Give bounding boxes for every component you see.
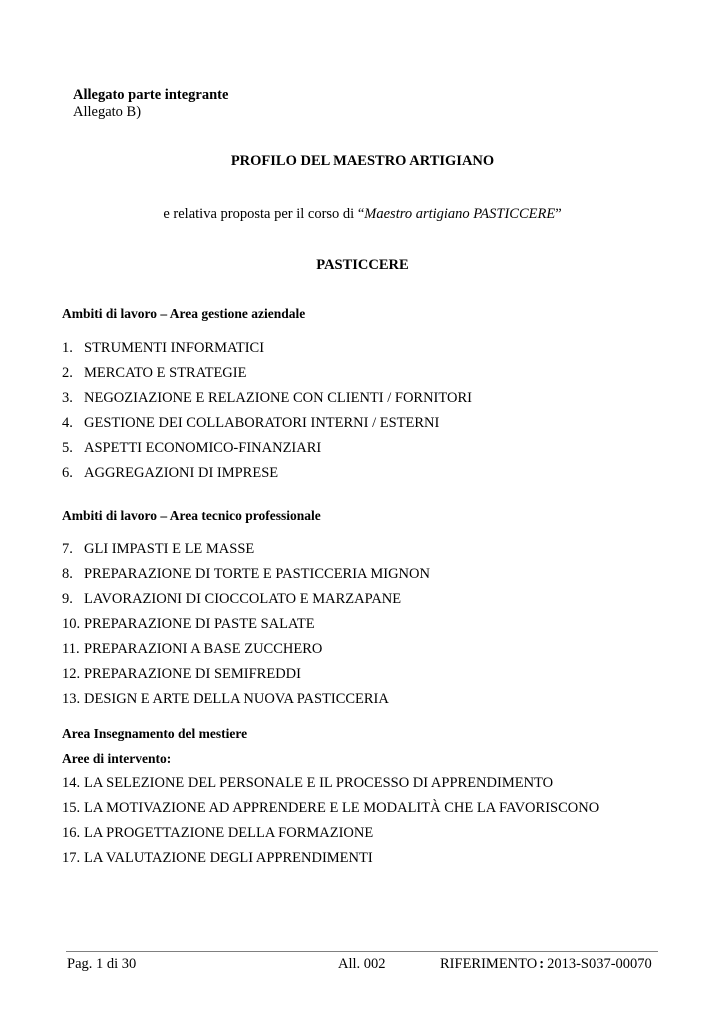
subtitle-course-name: Maestro artigiano PASTICCERE bbox=[364, 206, 556, 222]
list-item-text: GLI IMPASTI E LE MASSE bbox=[84, 541, 255, 557]
list-item-text: MERCATO E STRATEGIE bbox=[84, 365, 247, 381]
page-title: PROFILO DEL MAESTRO ARTIGIANO bbox=[230, 153, 495, 169]
header-line-2: Allegato B) bbox=[73, 104, 142, 120]
list-item-number: 16. bbox=[62, 825, 81, 841]
profession-heading: PASTICCERE bbox=[316, 257, 409, 273]
list-item bbox=[62, 389, 472, 407]
footer-reference-label: RIFERIMENTO bbox=[440, 956, 538, 972]
list-item bbox=[62, 364, 246, 382]
subtitle-prefix: e relativa proposta per il corso di “ bbox=[163, 206, 365, 222]
list-item-text: DESIGN E ARTE DELLA NUOVA PASTICCERIA bbox=[84, 691, 389, 707]
section-heading-gestione: Ambiti di lavoro – Area gestione aziendale bbox=[62, 306, 306, 321]
footer-reference-separator: : bbox=[539, 956, 545, 972]
section-heading-tecnico: Ambiti di lavoro – Area tecnico professionale bbox=[62, 508, 321, 523]
list-item bbox=[62, 849, 373, 867]
list-item-number: 8. bbox=[62, 566, 73, 582]
footer-reference bbox=[440, 955, 652, 973]
list-item bbox=[62, 565, 430, 583]
list-item bbox=[62, 339, 264, 357]
section-subheading-aree: Aree di intervento: bbox=[62, 751, 172, 766]
list-item-number: 2. bbox=[62, 365, 73, 381]
footer-reference-value: 2013-S037-00070 bbox=[547, 956, 652, 972]
list-item-number: 12. bbox=[62, 666, 81, 682]
list-item bbox=[62, 640, 322, 658]
list-item-text: GESTIONE DEI COLLABORATORI INTERNI / ESTERNI bbox=[84, 415, 440, 431]
header-line-1: Allegato parte integrante bbox=[73, 87, 229, 103]
section-heading-insegnamento: Area Insegnamento del mestiere bbox=[62, 726, 248, 741]
list-item-text: AGGREGAZIONI DI IMPRESE bbox=[84, 465, 279, 481]
list-item bbox=[62, 615, 315, 633]
list-item-number: 4. bbox=[62, 415, 73, 431]
subtitle bbox=[0, 205, 725, 223]
list-item bbox=[62, 774, 553, 792]
footer-page-number: Pag. 1 di 30 bbox=[67, 956, 137, 972]
list-item-text: STRUMENTI INFORMATICI bbox=[84, 340, 265, 356]
list-item bbox=[62, 590, 401, 608]
list-item bbox=[62, 690, 389, 708]
list-item-number: 5. bbox=[62, 440, 73, 456]
subtitle-suffix: ” bbox=[555, 206, 562, 222]
list-item bbox=[62, 665, 301, 683]
list-item-number: 17. bbox=[62, 850, 81, 866]
list-item-number: 1. bbox=[62, 340, 73, 356]
list-item bbox=[62, 414, 439, 432]
list-item-text: PREPARAZIONE DI TORTE E PASTICCERIA MIGNON bbox=[84, 566, 430, 582]
list-item-text: NEGOZIAZIONE E RELAZIONE CON CLIENTI / FORNITORI bbox=[84, 390, 472, 406]
list-item-text: LA SELEZIONE DEL PERSONALE E IL PROCESSO DI APPRENDIMENTO bbox=[84, 775, 554, 791]
list-item-number: 11. bbox=[62, 641, 80, 657]
list-item-text: LA VALUTAZIONE DEGLI APPRENDIMENTI bbox=[84, 850, 373, 866]
list-item bbox=[62, 439, 321, 457]
list-item-number: 7. bbox=[62, 541, 73, 557]
list-item bbox=[62, 799, 599, 817]
list-item-number: 6. bbox=[62, 465, 73, 481]
list-item bbox=[62, 540, 254, 558]
list-item bbox=[62, 824, 373, 842]
list-item bbox=[62, 464, 278, 482]
list-item-number: 3. bbox=[62, 390, 73, 406]
list-item-text: PREPARAZIONI A BASE ZUCCHERO bbox=[84, 641, 323, 657]
list-item-text: LA MOTIVAZIONE AD APPRENDERE E LE MODALITÀ CHE LA FAVORISCONO bbox=[84, 800, 600, 816]
list-item-text: ASPETTI ECONOMICO-FINANZIARI bbox=[84, 440, 322, 456]
list-item-text: LAVORAZIONI DI CIOCCOLATO E MARZAPANE bbox=[84, 591, 402, 607]
list-item-text: PREPARAZIONE DI PASTE SALATE bbox=[84, 616, 315, 632]
list-item-text: LA PROGETTAZIONE DELLA FORMAZIONE bbox=[84, 825, 374, 841]
list-item-number: 14. bbox=[62, 775, 81, 791]
footer-divider bbox=[66, 951, 658, 952]
list-item-number: 15. bbox=[62, 800, 81, 816]
list-item-number: 13. bbox=[62, 691, 81, 707]
list-item-text: PREPARAZIONE DI SEMIFREDDI bbox=[84, 666, 301, 682]
footer-attachment: All. 002 bbox=[338, 956, 386, 972]
list-item-number: 10. bbox=[62, 616, 81, 632]
list-item-number: 9. bbox=[62, 591, 73, 607]
